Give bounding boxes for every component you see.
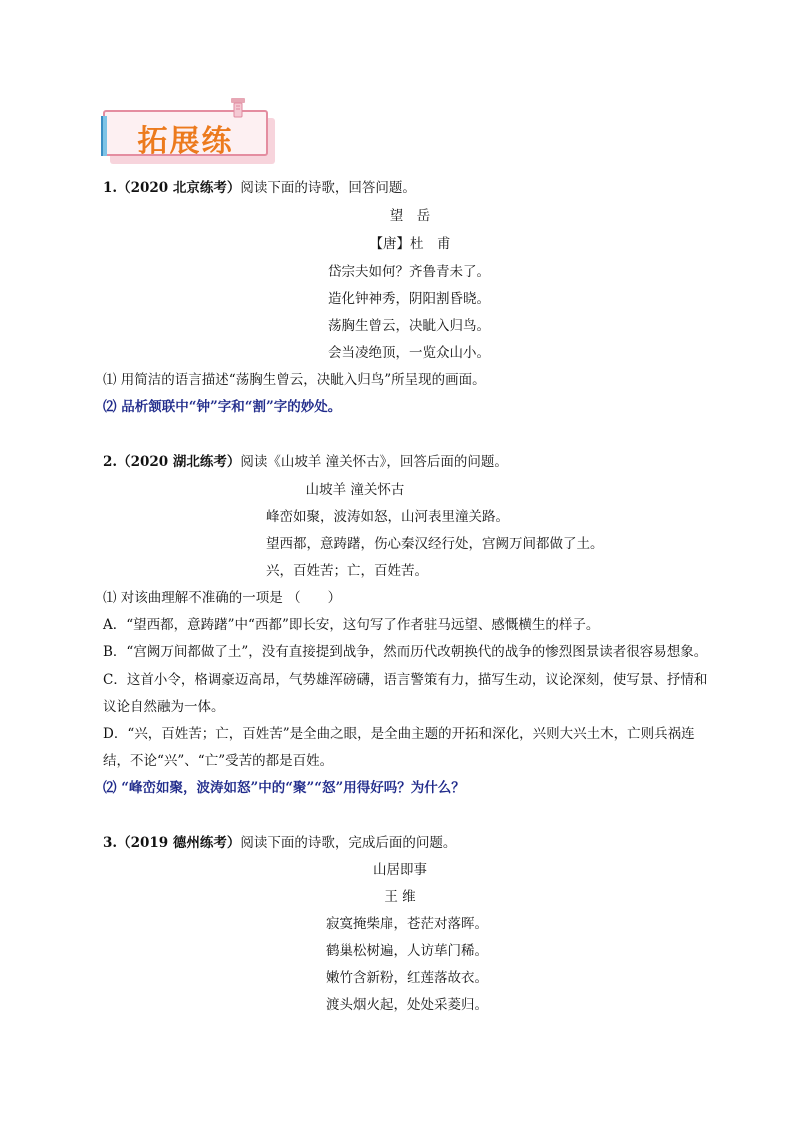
q1-poem-line: 荡胸生曾云，决眦入归鸟。	[328, 318, 490, 334]
q2-option-b: B．“宫阙万间都做了土”，没有直接提到战争，然而历代改朝换代的战争的惨烈图景读者很容易想象。	[103, 644, 708, 660]
q1-source: （2020 北京练考）	[117, 180, 241, 196]
q2-number: 2.	[103, 454, 118, 470]
q2-poem-title: 山坡羊 潼关怀古	[305, 482, 405, 498]
q1-subquestion-1: ⑴ 用简洁的语言描述“荡胸生曾云，决眦入归鸟”所呈现的画面。	[103, 372, 486, 388]
q2-option-d-cont: 结，不论“兴”、“亡”受苦的都是百姓。	[103, 753, 334, 769]
q3-poem-line: 鹤巢松树遍，人访荜门稀。	[326, 943, 488, 959]
q2-stem	[103, 452, 508, 472]
q3-poem-line: 嫩竹含新粉，红莲落故衣。	[326, 970, 488, 986]
q2-source: （2020 湖北练考）	[117, 454, 241, 470]
q1-poem-line: 会当凌绝顶，一览众山小。	[328, 345, 490, 361]
q3-poem-author: 王 维	[384, 889, 416, 905]
q1-poem-line: 造化钟神秀，阴阳割昏晓。	[328, 291, 490, 307]
q2-subquestion-2: ⑵ “峰峦如聚，波涛如怒”中的“聚”“怒”用得好吗？为什么？	[103, 780, 465, 796]
q2-instruction: 阅读《山坡羊 潼关怀古》，回答后面的问题。	[240, 454, 508, 470]
q3-number: 3.	[103, 835, 118, 851]
q2-option-d: D．“兴，百姓苦；亡，百姓苦”是全曲之眼，是全曲主题的开拓和深化，兴则大兴土木，亡则兵祸连	[103, 726, 695, 742]
q3-poem-title: 山居即事	[373, 862, 427, 878]
paper-clip-icon	[228, 96, 248, 120]
q2-option-c-cont: 议论自然融为一体。	[103, 699, 225, 715]
q1-subquestion-2: ⑵ 品析颔联中“钟”字和“割”字的妙处。	[103, 399, 342, 415]
q1-number: 1.	[103, 180, 118, 196]
q3-instruction: 阅读下面的诗歌，完成后面的问题。	[240, 835, 457, 851]
q1-poem-author: 【唐】杜 甫	[369, 236, 451, 252]
q1-instruction: 阅读下面的诗歌，回答问题。	[240, 180, 416, 196]
q1-poem-line: 岱宗夫如何？齐鲁青未了。	[328, 264, 490, 280]
q2-subquestion-1: ⑴ 对该曲理解不准确的一项是 （ ）	[103, 590, 342, 606]
badge-stripe-icon	[101, 116, 107, 156]
q2-poem-line: 望西都，意踌躇，伤心秦汉经行处，宫阙万间都做了土。	[266, 536, 604, 552]
q2-option-c: C．这首小令，格调豪迈高昂，气势雄浑磅礴，语言警策有力，描写生动，议论深刻，使写景、抒情和	[103, 672, 708, 688]
q3-poem-line: 渡头烟火起，处处采菱归。	[326, 997, 488, 1013]
q3-source: （2019 德州练考）	[117, 835, 241, 851]
q3-poem-line: 寂寞掩柴扉，苍茫对落晖。	[326, 916, 488, 932]
q1-poem-title: 望 岳	[389, 208, 431, 224]
q2-poem-line: 兴，百姓苦；亡，百姓苦。	[266, 563, 428, 579]
q2-poem-line: 峰峦如聚，波涛如怒，山河表里潼关路。	[266, 509, 509, 525]
section-title: 拓展练	[137, 124, 234, 159]
q3-stem	[103, 833, 456, 853]
q2-option-a: A．“望西都，意踌躇”中“西都”即长安，这句写了作者驻马远望、感慨横生的样子。	[103, 617, 600, 633]
q1-stem	[103, 178, 416, 198]
